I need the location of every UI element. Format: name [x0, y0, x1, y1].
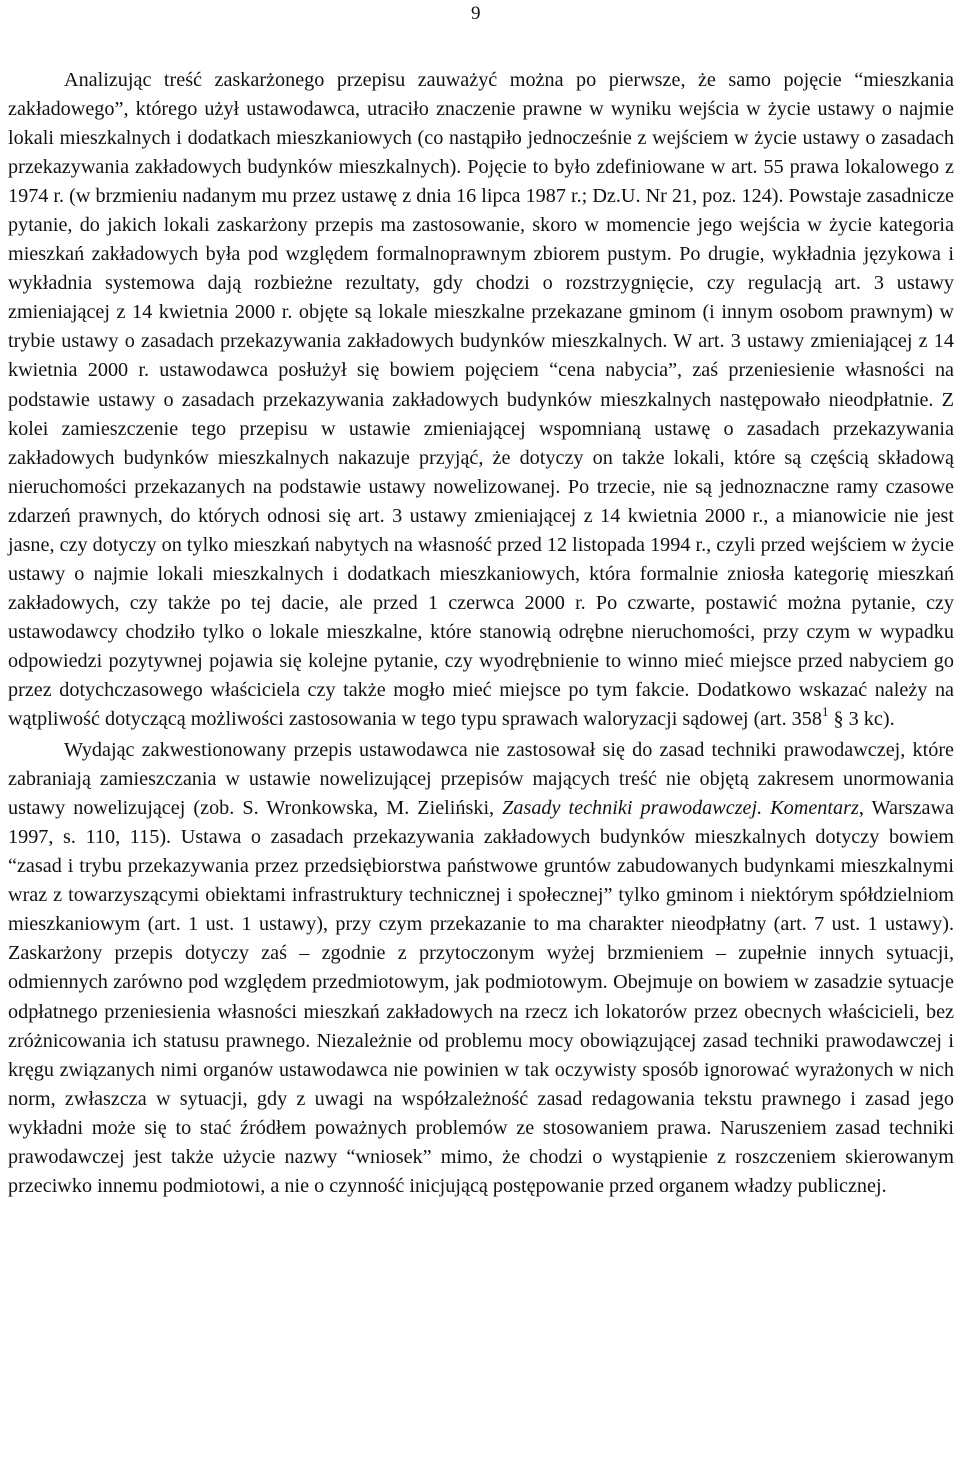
- document-body: [8, 66, 954, 1201]
- paragraph-2: [8, 736, 954, 1201]
- paragraph-1-text-end: § 3 kc).: [828, 708, 895, 731]
- page-number: 9: [471, 3, 481, 24]
- superscript-article-number: 1: [821, 704, 829, 720]
- paragraph-1-text: Analizując treść zaskarżonego przepisu zauważyć można po pierwsze, że samo pojęcie “mieszkania zakładowego”, którego użył ustawodawca, utraciło znaczenie prawne w wyniku wejścia w życie ustawy o najmie lokali mieszkalnych i dodatkach mieszkaniowych (co nastąpiło jednocześnie z wejściem w życie ustawy o zasadach przekazywania zakładowych budynków mieszkalnych). Pojęcie to było zdefiniowane w art. 55 prawa lokalowego z 1974 r. (w brzmieniu nadanym mu przez ustawę z dnia 16 lipca 1987 r.; Dz.U. Nr 21, poz. 124). Powstaje zasadnicze pytanie, do jakich lokali zaskarżony przepis ma zastosowanie, skoro w momencie jego wejścia w życie kategoria mieszkań zakładowych była pod względem formalnoprawnym zbiorem pustym. Po drugie, wykładnia językowa i wykładnia systemowa dają rozbieżne rezultaty, gdy chodzi o rozstrzygnięcie, czy regulacją art. 3 ustawy zmieniającej z 14 kwietnia 2000 r. objęte są lokale mieszkalne przekazane gminom (i innym osobom prawnym) w trybie ustawy o zasadach przekazywania zakładowych budynków mieszkalnych. W art. 3 ustawy zmieniającej z 14 kwietnia 2000 r. ustawodawca posłużył się bowiem pojęciem “cena nabycia”, zaś przeniesienie własności na podstawie ustawy o zasadach przekazywania zakładowych budynków mieszkalnych następowało nieodpłatnie. Z kolei zamieszczenie tego przepisu w ustawie zmieniającej wspomnianą ustawę o zasadach przekazywania zakładowych budynków mieszkalnych nakazuje przyjąć, że dotyczy on także lokali, które są częścią składową nieruchomości przekazanych na podstawie ustawy nowelizowanej. Po trzecie, nie są jednoznaczne ramy czasowe zdarzeń prawnych, do których odnosi się art. 3 ustawy zmieniającej z 14 kwietnia 2000 r., a mianowicie nie jest jasne, czy dotyczy on tylko mieszkań nabytych na własność przed 12 listopada 1994 r., czyli przed wejściem w życie ustawy o najmie lokali mieszkalnych i dodatkach mieszkaniowych, która formalnie zniosła kategorię mieszkań zakładowych, czy także po tej dacie, ale przed 1 czerwca 2000 r. Po czwarte, postawić można pytanie, czy ustawodawcy chodziło tylko o lokale mieszkalne, które stanowią odrębne nieruchomości, przy czym w wypadku odpowiedzi pozytywnej pojawia się kolejne pytanie, czy wyodrębnienie to winno mieć miejsce przed nabyciem go przez dotychczasowego właściciela czy także mogło mieć miejsce po tym fakcie. Dodatkowo wskazać należy na wątpliwość dotyczącą możliwości zastosowania w tego typu sprawach waloryzacji sądowej (art. 358: [8, 69, 954, 731]
- paragraph-2-text-end: , Warszawa 1997, s. 110, 115). Ustawa o zasadach przekazywania zakładowych budynków mieszkalnych dotyczy bowiem “zasad i trybu przekazywania przez przedsiębiorstwa państwowe gruntów zabudowanych budynkami mieszkalnymi wraz z towarzyszącymi obiektami infrastruktury technicznej i społecznej” tylko gminom i niektórym spółdzielniom mieszkaniowym (art. 1 ust. 1 ustawy), przy czym przekazanie to ma charakter nieodpłatny (art. 7 ust. 1 ustawy). Zaskarżony przepis dotyczy zaś – zgodnie z przytoczonym wyżej brzmieniem – zupełnie innych sytuacji, odmiennych zarówno pod względem przedmiotowym, jak podmiotowym. Obejmuje on bowiem w zasadzie sytuacje odpłatnego przeniesienia własności mieszkań zakładowych na rzecz ich lokatorów przez obecnych właścicieli, bez zróżnicowania ich statusu prawnego. Niezależnie od problemu mocy obowiązującej zasad techniki prawodawczej i kręgu związanych nimi organów ustawodawca nie powinien w tak oczywisty sposób ignorować wyrażonych w nich norm, zwłaszcza w sytuacji, gdy z uwagi na współzależność zasad redagowania tekstu prawnego i zasad jego wykładni może się to stać źródłem poważnych problemów ze stosowaniem prawa. Naruszeniem zasad techniki prawodawczej jest także użycie nazwy “wniosek” mimo, że chodzi o wystąpienie z roszczeniem skierowanym przeciwko innemu podmiotowi, a nie o czynność inicjującą postępowanie przed organem władzy publicznej.: [8, 797, 954, 1197]
- book-title-italic: Zasady techniki prawodawczej. Komentarz: [502, 797, 859, 820]
- paragraph-2-text-start: Wydając zakwestionowany przepis ustawodawca nie zastosował się do zasad techniki prawodawczej, które zabraniają zamieszczania w ustawie nowelizującej przepisów mających treść nie objętą zakresem unormowania ustawy nowelizującej (zob. S. Wronkowska, M. Zieliński,: [8, 739, 954, 820]
- paragraph-1: [8, 66, 954, 734]
